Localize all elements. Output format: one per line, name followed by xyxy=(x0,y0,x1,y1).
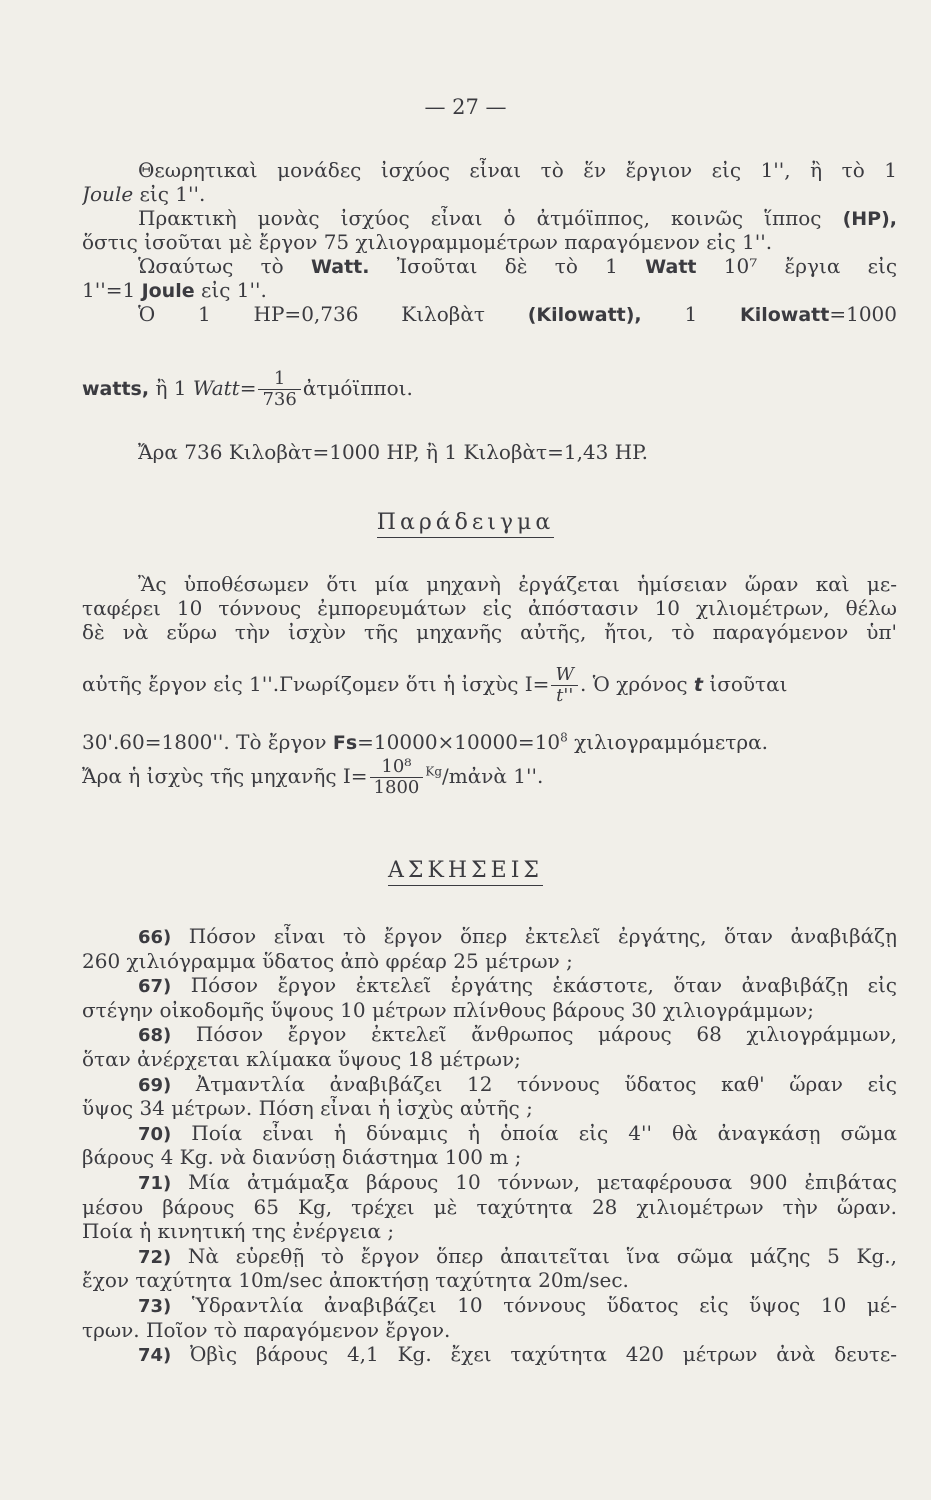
unit-joule: Joule xyxy=(141,280,195,302)
exercise-text: Μία ἀτμάμαξα βάρους 10 τόννων, μεταφέρουσα 900 ἐπιβάτας xyxy=(188,1169,897,1194)
text-line xyxy=(82,1244,897,1269)
variable-t: t xyxy=(693,674,703,696)
text-line: 260 χιλιόγραμμα ὕδατος ἀπὸ φρέαρ 25 μέτρων ; xyxy=(82,948,573,973)
exercise-item xyxy=(82,1072,897,1121)
text-line: Ποία ἡ κινητική της ἐνέργεια ; xyxy=(82,1219,395,1244)
text-line xyxy=(82,440,897,464)
text: εἰς 1''. xyxy=(133,182,206,206)
text-line xyxy=(82,1072,897,1097)
exercise-text: Ἀτμαντλία ἀναβιβάζει 12 τόννους ὕδατος καθ' ὥραν εἰς xyxy=(195,1071,897,1096)
formula-line xyxy=(82,366,897,411)
text: χιλιογραμμόμετρα. xyxy=(574,730,768,754)
denominator: 1800 xyxy=(373,777,420,798)
text-line xyxy=(82,440,897,464)
exercise-number: 70) xyxy=(138,1123,192,1145)
text: =1000 xyxy=(829,302,897,326)
text-line xyxy=(82,254,897,278)
text-line xyxy=(82,572,897,596)
text-line: βάρους 4 Kg. νὰ διανύσῃ διάστημα 100 m ; xyxy=(82,1145,522,1170)
text: Ἄρα 736 Κιλοβὰτ=1000 HP, ἢ 1 Κιλοβὰτ=1,43 HP. xyxy=(138,440,648,464)
text-line xyxy=(82,730,897,754)
text-line xyxy=(82,182,897,206)
text: 10⁷ ἔργια εἰς xyxy=(723,254,897,278)
exercises-list xyxy=(82,924,897,1367)
numerator: W xyxy=(551,665,578,686)
page-number: — 27 — xyxy=(424,95,507,119)
text-line xyxy=(82,1342,897,1367)
exercise-text: Πόσον ἔργον ἐκτελεῖ ἄνθρωπος μάρους 68 χιλιογράμμων, xyxy=(195,1022,897,1047)
exercises-heading xyxy=(0,858,931,883)
text: Πρακτικὴ μονὰς ἰσχύος εἶναι ὁ ἀτμόϊππος, κοινῶς ἵππος xyxy=(138,206,822,230)
exercise-text: Ποία εἶναι ἡ δύναμις ἡ ὁποία εἰς 4'' θὰ ἀναγκάσῃ σῶμα xyxy=(191,1120,897,1145)
unit-m: /m xyxy=(442,764,468,788)
text: Ἰσοῦται δὲ τὸ 1 xyxy=(396,254,618,278)
exercise-number: 72) xyxy=(138,1246,188,1268)
unit-watt: Watt xyxy=(192,376,240,400)
exercise-text: Ὑδραντλία ἀναβιβάζει 10 τόννους ὕδατος εἰς ὕψος 10 μέ- xyxy=(191,1292,897,1317)
text-line xyxy=(82,206,897,230)
text: ὅστις ἰσοῦται μὲ ἔργον 75 χιλιογραμμομέτρων παραγόμενον εἰς 1''. xyxy=(82,230,773,254)
exercise-item xyxy=(82,1293,897,1342)
text: =10000×10000=10 xyxy=(357,730,561,754)
text-line: στέγην οἰκοδομῆς ὕψους 10 μέτρων πλίνθους βάρους 30 χιλιογράμμων; xyxy=(82,997,814,1022)
text-line xyxy=(82,1022,897,1047)
text-line xyxy=(82,230,897,254)
exercise-number: 67) xyxy=(138,976,191,998)
text-line: ὕψος 34 μέτρων. Πόση εἶναι ἡ ἰσχὺς αὐτῆς ; xyxy=(82,1096,533,1121)
text-line: ἔχον ταχύτητα 10m/sec ἀποκτήσῃ ταχύτητα 20m/sec. xyxy=(82,1268,629,1293)
superscript: 8 xyxy=(560,730,568,745)
unit-hp: (HP), xyxy=(842,208,897,230)
formula-line xyxy=(82,752,897,800)
unit-watt: Watt xyxy=(645,256,697,278)
text: ταφέρει 10 τόννους ἐμπορευμάτων εἰς ἀπόστασιν 10 χιλιομέτρων, θέλω xyxy=(82,596,897,620)
fraction xyxy=(370,757,424,798)
text-line xyxy=(82,596,897,620)
heading-text: ΑΣΚΗΣΕΙΣ xyxy=(388,858,543,886)
exercise-text: Νὰ εὑρεθῇ τὸ ἔργον ὅπερ ἀπαιτεῖται ἵνα σῶμα μάζης 5 Kg., xyxy=(187,1243,897,1268)
text: . Ὁ χρόνος xyxy=(579,672,688,696)
text-line: ὅταν ἀνέρχεται κλίμακα ὕψους 18 μέτρων; xyxy=(82,1046,521,1071)
exercise-item xyxy=(82,1022,897,1071)
exercise-number: 71) xyxy=(138,1172,189,1194)
text: Θεωρητικαὶ μονάδες ἰσχύος εἶναι τὸ ἕν ἔργιον εἰς 1'', ἢ τὸ 1 xyxy=(138,158,897,182)
variable-fs: Fs xyxy=(332,732,358,754)
text-line xyxy=(82,973,897,998)
unit-watts: watts, xyxy=(82,378,150,400)
exercise-number: 66) xyxy=(138,927,189,948)
example-section xyxy=(82,572,897,644)
text: ἀνὰ 1''. xyxy=(467,764,544,788)
exercise-text: Πόσον ἔργον ἐκτελεῖ ἐργάτης ἑκάστοτε, ὅταν ἀναβιβάζῃ εἰς xyxy=(190,973,897,998)
intro-section xyxy=(82,158,897,326)
unit-joule: Joule xyxy=(82,182,134,206)
text-line xyxy=(82,278,897,302)
numerator: 1 xyxy=(258,369,300,390)
text: ἢ 1 xyxy=(155,376,187,400)
exercise-item xyxy=(82,1121,897,1170)
unit-kg: Kg xyxy=(425,764,443,779)
unit-kilowatt: (Kilowatt), xyxy=(527,304,642,326)
text: Ἄρα ἡ ἰσχὺς τῆς μηχανῆς I= xyxy=(82,764,368,788)
text-line xyxy=(82,620,897,644)
example-heading xyxy=(0,510,931,535)
equals-sign: = xyxy=(239,376,257,400)
exercise-number: 73) xyxy=(138,1295,192,1317)
text-line: μέσου βάρους 65 Kg, τρέχει μὲ ταχύτητα 28 χιλιομέτρων τὴν ὥραν. xyxy=(82,1194,897,1219)
unit-watt: Watt. xyxy=(310,256,370,278)
exercise-item xyxy=(82,1244,897,1293)
exercise-number: 69) xyxy=(138,1074,196,1096)
unit-kilowatt: Kilowatt xyxy=(740,304,830,326)
text-line xyxy=(82,1121,897,1146)
exercise-item xyxy=(82,1342,897,1367)
text: Ἂς ὑποθέσωμεν ὅτι μία μηχανὴ ἐργάζεται ἡμίσειαν ὥραν καὶ με- xyxy=(138,572,897,596)
exercise-number: 74) xyxy=(138,1345,191,1367)
formula-line xyxy=(82,662,897,707)
text-line xyxy=(82,158,897,182)
text-line xyxy=(82,1170,897,1195)
text-line xyxy=(82,302,897,326)
exercise-item xyxy=(82,1170,897,1244)
text: Ὡσαύτως τὸ xyxy=(138,254,284,278)
fraction xyxy=(258,369,300,410)
numerator: 10⁸ xyxy=(370,757,424,778)
text-line xyxy=(82,730,897,754)
text: Ὁ 1 HP=0,736 Κιλοβὰτ xyxy=(138,302,485,326)
text-line xyxy=(82,1293,897,1318)
exercise-number: 68) xyxy=(138,1025,196,1047)
exercise-item xyxy=(82,973,897,1022)
text: 1''=1 xyxy=(82,278,136,302)
text: εἰς 1''. xyxy=(200,278,267,302)
text: 1 xyxy=(684,302,698,326)
denominator: 736 xyxy=(262,389,297,410)
text: δὲ νὰ εὕρω τὴν ἰσχὺν τῆς μηχανῆς αὐτῆς, ἤτοι, τὸ παραγόμενον ὑπ' xyxy=(82,620,897,644)
text-line: τρων. Ποῖον τὸ παραγόμενον ἔργον. xyxy=(82,1317,451,1342)
heading-text: Παράδειγμα xyxy=(377,510,554,538)
text: ἀτμόϊπποι. xyxy=(302,376,413,400)
fraction xyxy=(551,665,578,706)
text: 30'.60=1800''. Τὸ ἔργον xyxy=(82,730,327,754)
text: αὐτῆς ἔργον εἰς 1''.Γνωρίζομεν ὅτι ἡ ἰσχὺς I= xyxy=(82,672,550,696)
text: ἰσοῦται xyxy=(709,672,788,696)
denominator: t'' xyxy=(556,685,574,706)
exercise-item xyxy=(82,924,897,973)
text-line xyxy=(82,924,897,949)
exercise-text: Ὀβὶς βάρους 4,1 Kg. ἔχει ταχύτητα 420 μέτρων ἀνὰ δευτε- xyxy=(190,1342,897,1367)
exercise-text: Πόσον εἶναι τὸ ἔργον ὅπερ ἐκτελεῖ ἐργάτης, ὅταν ἀναβιβάζῃ xyxy=(188,924,897,948)
